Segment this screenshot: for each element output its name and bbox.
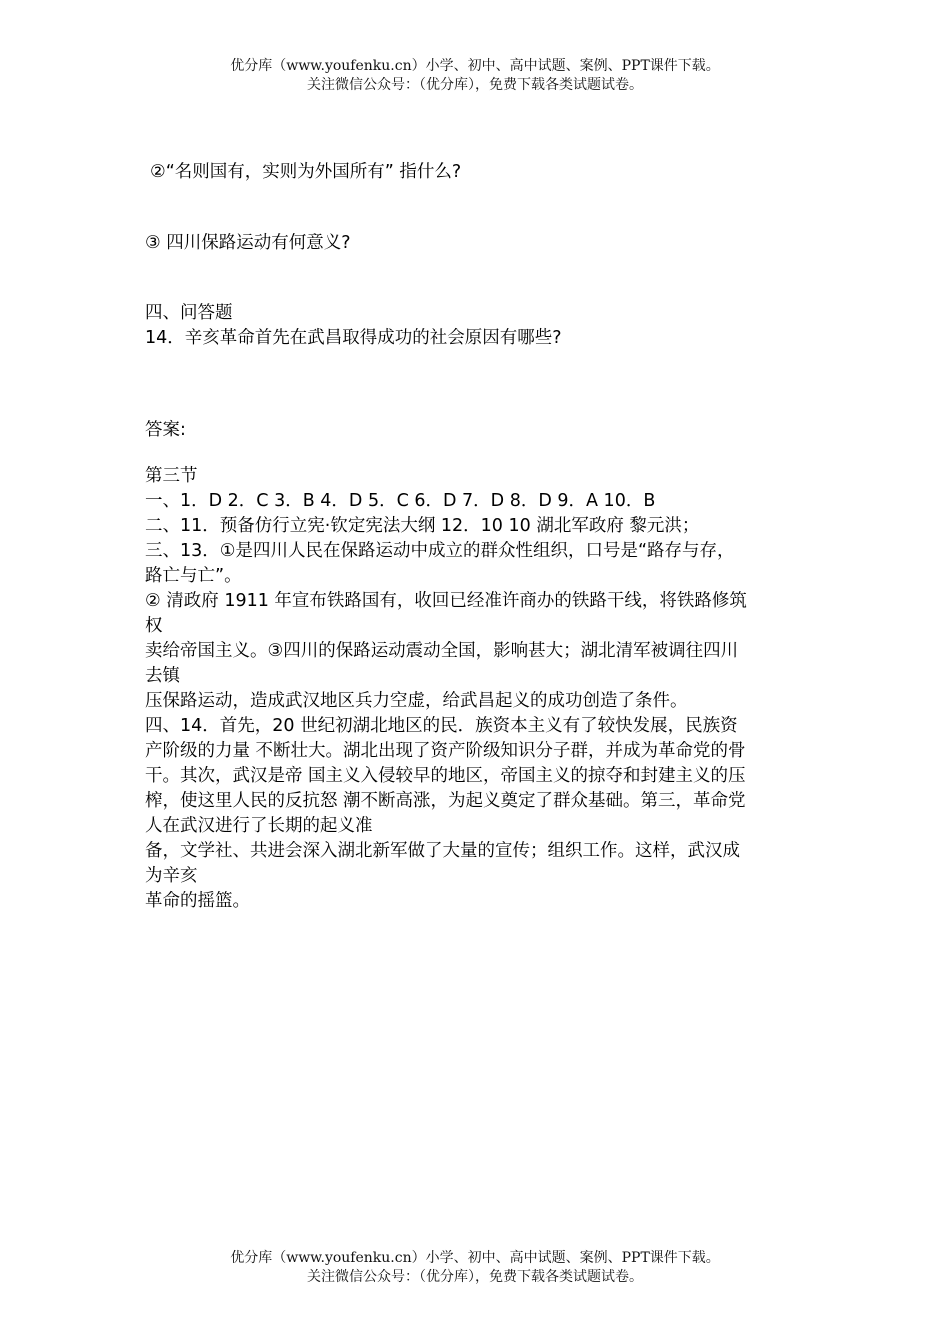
answer-line: 压保路运动，造成武汉地区兵力空虚，给武昌起义的成功创造了条件。	[145, 691, 688, 711]
question-13-3-text: ③ 四川保路运动有何意义?	[145, 233, 351, 253]
answer-line: 去镇	[145, 666, 180, 686]
answer-line: 人在武汉进行了长期的起义准	[145, 816, 373, 836]
answer-line: 四、14．首先，20 世纪初湖北地区的民．族资本主义有了较快发展，民族资	[145, 716, 738, 736]
answers-section-title: 第三节	[145, 466, 198, 486]
section-4	[145, 301, 810, 351]
page-footer	[0, 1249, 950, 1287]
page-header	[0, 57, 950, 95]
section-4-heading: 四、问答题	[145, 303, 233, 323]
answer-line: 权	[145, 616, 163, 636]
answers-block	[145, 418, 810, 914]
question-14-text: 14．辛亥革命首先在武昌取得成功的社会原因有哪些?	[145, 328, 562, 348]
answer-line: 产阶级的力量 不断壮大。湖北出现了资产阶级知识分子群，并成为革命党的骨	[145, 741, 746, 761]
answer-line: 干。其次，武汉是帝 国主义入侵较早的地区，帝国主义的掠夺和封建主义的压	[145, 766, 746, 786]
footer-line-2: 关注微信公众号：（优分库），免费下载各类试题试卷。	[307, 1269, 643, 1285]
header-line-2: 关注微信公众号：（优分库），免费下载各类试题试卷。	[307, 77, 643, 93]
answer-line: 卖给帝国主义。③四川的保路运动震动全国，影响甚大；湖北清军被调往四川	[145, 641, 739, 661]
answer-line: 革命的摇篮。	[145, 891, 250, 911]
footer-line-1: 优分库（www.youfenku.cn）小学、初中、高中试题、案例、PPT课件下载。	[230, 1250, 720, 1266]
answer-line: 二、11．预备仿行立宪·钦定宪法大纲 12．10 10 湖北军政府 黎元洪；	[145, 516, 700, 536]
answers-label: 答案:	[145, 420, 186, 440]
question-13-part-2	[150, 160, 815, 185]
answer-line: 路亡与亡”。	[145, 566, 242, 586]
question-13-2-text: ②“名则国有，实则为外国所有” 指什么?	[150, 162, 462, 182]
header-line-1: 优分库（www.youfenku.cn）小学、初中、高中试题、案例、PPT课件下载。	[230, 58, 720, 74]
answer-line: 三、13．①是四川人民在保路运动中成立的群众性组织，口号是“路存与存，	[145, 541, 735, 561]
answer-line: 备，文学社、共进会深入湖北新军做了大量的宣传；组织工作。这样，武汉成	[145, 841, 740, 861]
answer-line: ② 清政府 1911 年宣布铁路国有，收回已经准许商办的铁路干线，将铁路修筑	[145, 591, 747, 611]
answer-line: 榨，使这里人民的反抗怒 潮不断高涨，为起义奠定了群众基础。第三，革命党	[145, 791, 746, 811]
question-13-part-3	[145, 231, 810, 256]
answer-line: 为辛亥	[145, 866, 198, 886]
answer-line: 一、1．D 2．C 3．B 4．D 5．C 6．D 7．D 8．D 9．A 10．B	[145, 491, 656, 511]
